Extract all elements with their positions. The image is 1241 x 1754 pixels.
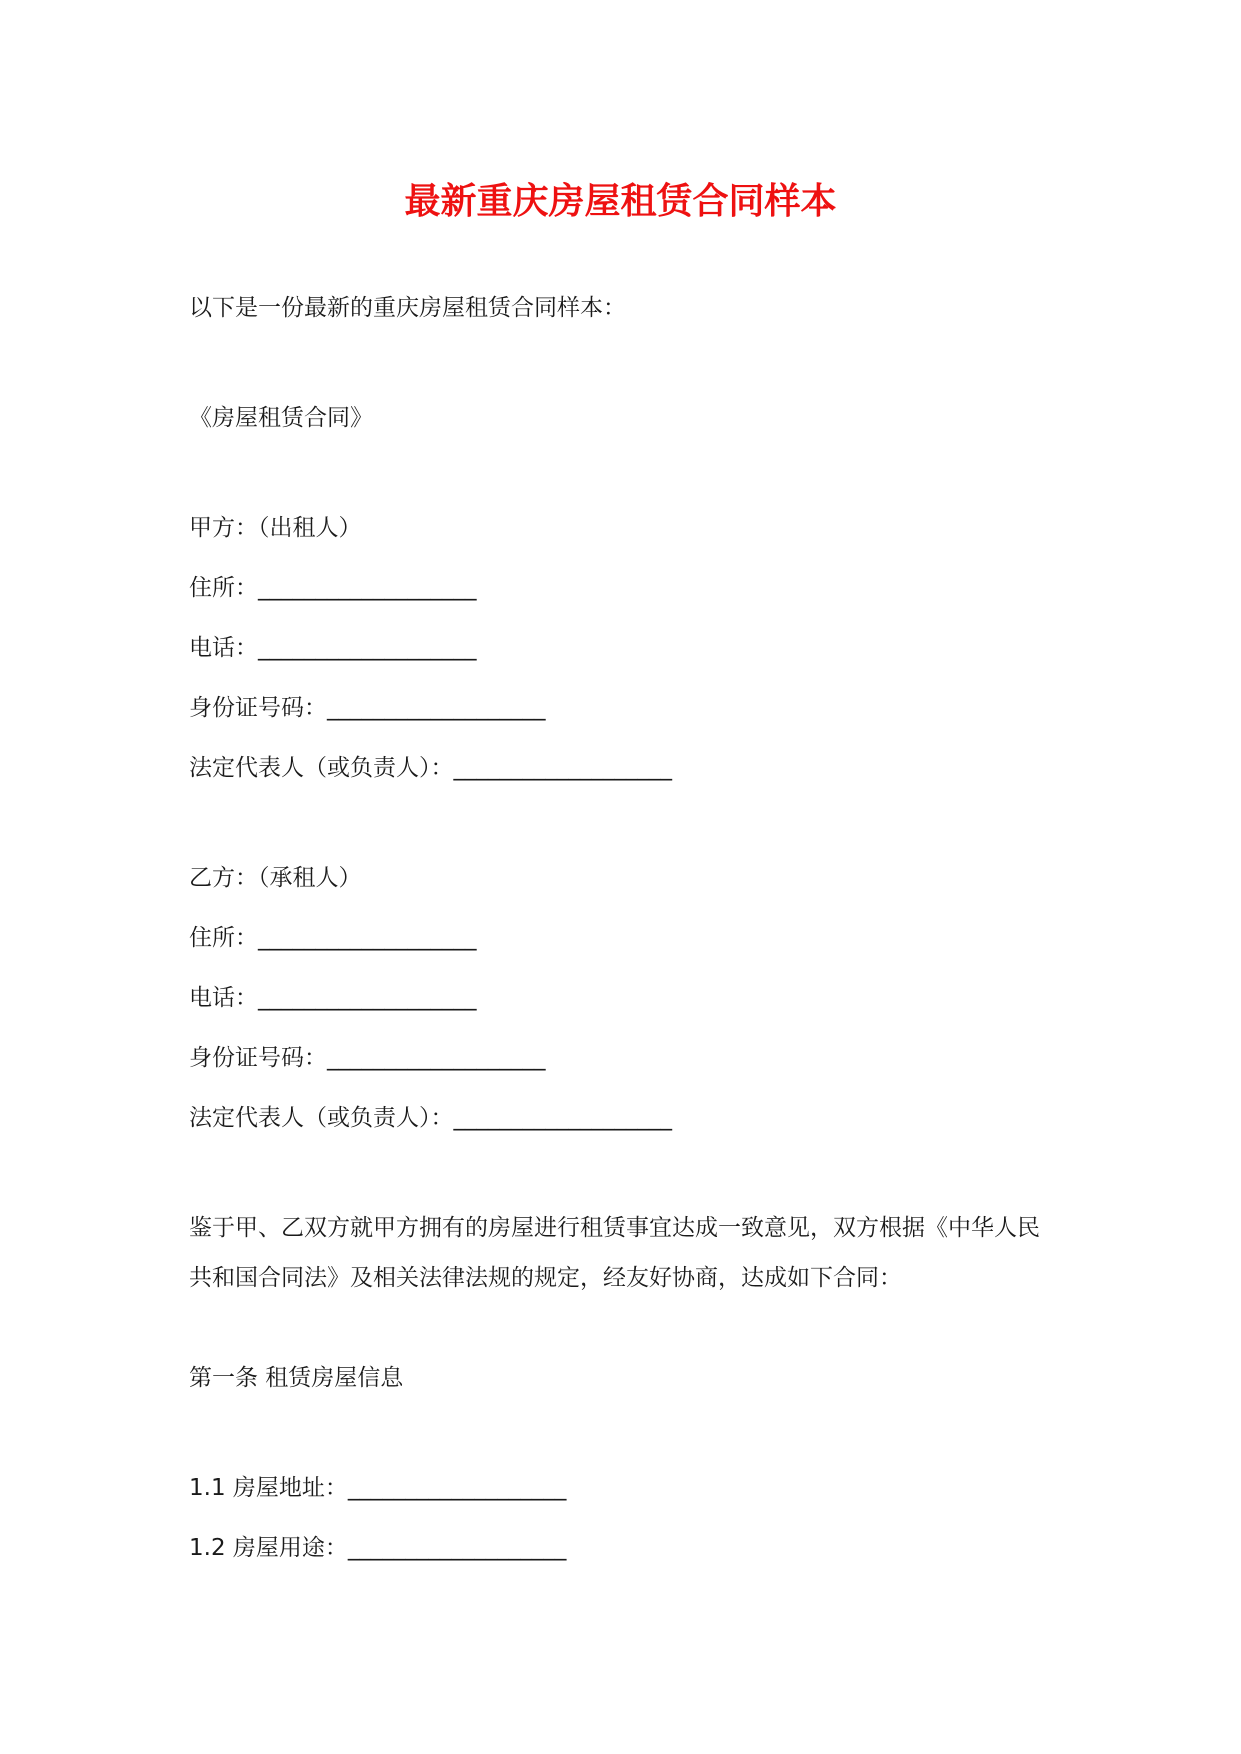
party-a-phone-field: 电话：___________________ <box>189 635 477 661</box>
party-a-heading: 甲方：（出租人） <box>189 515 362 541</box>
party-a-id-field: 身份证号码：___________________ <box>189 695 546 721</box>
article-1-heading: 第一条 租赁房屋信息 <box>189 1365 404 1391</box>
party-b-id-field: 身份证号码：___________________ <box>189 1045 546 1071</box>
document-title: 最新重庆房屋租赁合同样本 <box>404 181 837 222</box>
article-1-item-1-1: 1.1 房屋地址：___________________ <box>189 1475 567 1501</box>
intro-text: 以下是一份最新的重庆房屋租赁合同样本： <box>189 295 626 321</box>
party-b-phone-field: 电话：___________________ <box>189 985 477 1011</box>
party-b-heading: 乙方：（承租人） <box>189 865 362 891</box>
contract-name: 《房屋租赁合同》 <box>189 405 373 431</box>
preamble-line-1: 鉴于甲、乙双方就甲方拥有的房屋进行租赁事宜达成一致意见，双方根据《中华人民 <box>189 1215 1040 1241</box>
party-a-address-field: 住所：___________________ <box>189 575 477 601</box>
article-1-item-1-2: 1.2 房屋用途：___________________ <box>189 1535 567 1561</box>
party-a-legal-rep-field: 法定代表人（或负责人）：___________________ <box>189 755 672 781</box>
preamble-line-2: 共和国合同法》及相关法律法规的规定，经友好协商，达成如下合同： <box>189 1265 902 1291</box>
party-b-address-field: 住所：___________________ <box>189 925 477 951</box>
party-b-legal-rep-field: 法定代表人（或负责人）：___________________ <box>189 1105 672 1131</box>
